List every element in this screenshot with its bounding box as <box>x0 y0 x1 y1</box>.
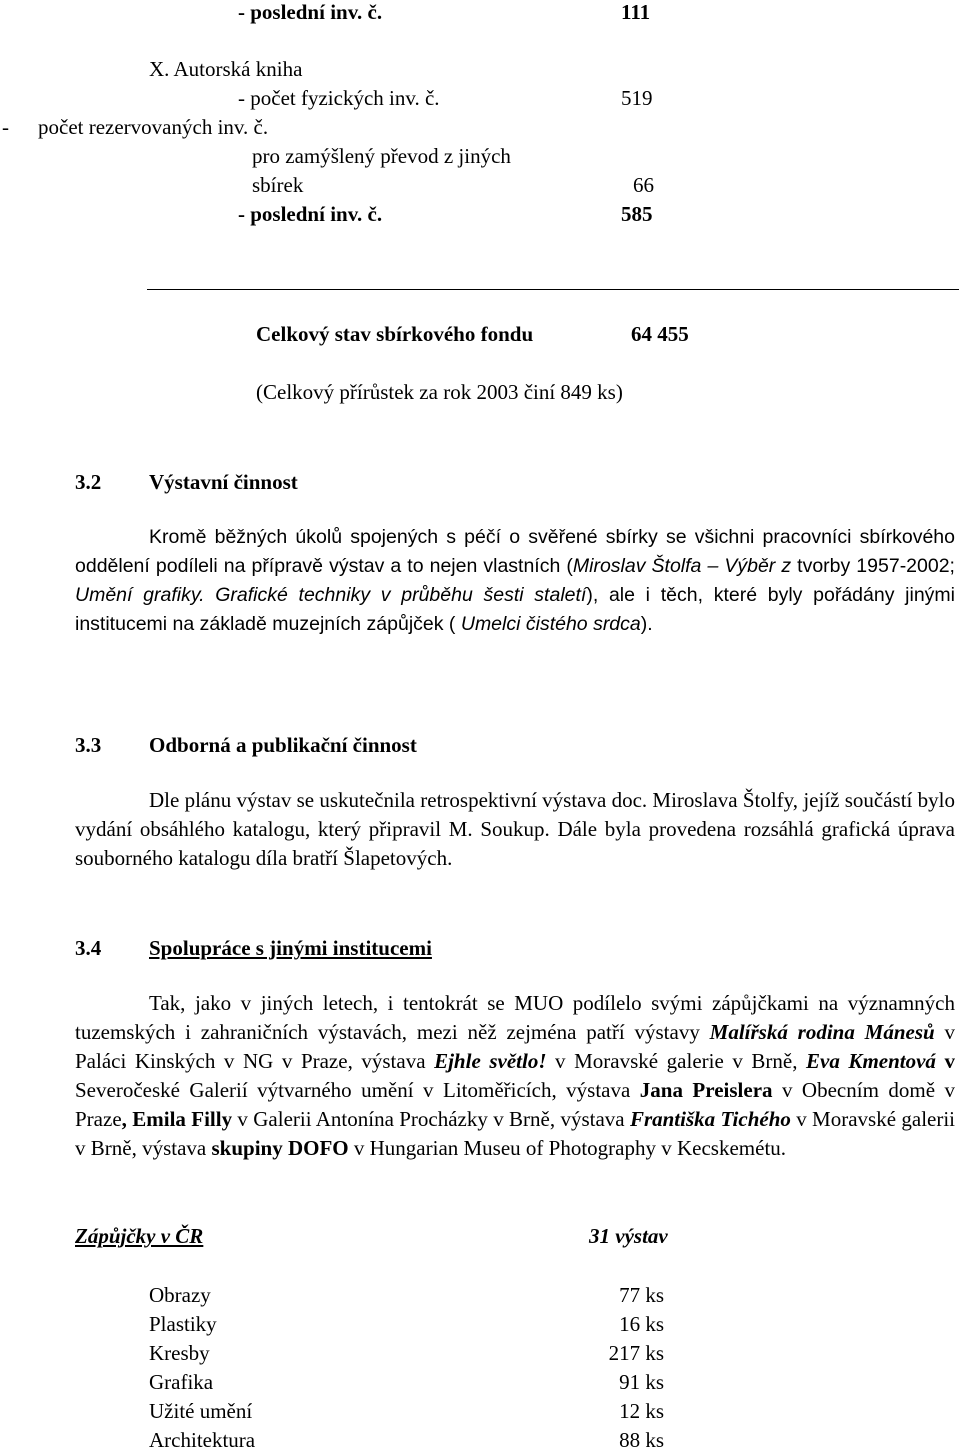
section-3-3-number: 3.3 <box>75 733 102 757</box>
transfer-value: 66 <box>633 173 654 197</box>
last-inv-value-top: 111 <box>621 0 651 24</box>
last-inv-label: - poslední inv. č. <box>238 202 383 226</box>
section-3-2-number: 3.2 <box>75 470 102 494</box>
section-3-3-paragraph: Dle plánu výstav se uskutečnila retrospektivní výstava doc. Miroslava Štolfy, jejíž součástí bylo vydání obsáhlého katalogu, který připravil M. Soukup. Dále byla provedena rozsáhlá grafická úprava souborného katalogu díla bratří Šlapetových. <box>75 788 955 870</box>
section-3-3-title: Odborná a publikační činnost <box>149 733 417 757</box>
reserved-inv-label: počet rezervovaných inv. č. <box>38 115 269 139</box>
last-inv-label-top: - poslední inv. č. <box>238 0 383 24</box>
loan-item-label: Plastiky <box>149 1312 217 1336</box>
transfer-label-line2: sbírek <box>252 173 304 197</box>
section-3-2-title: Výstavní činnost <box>149 470 298 494</box>
section-3-4-paragraph: Tak, jako v jiných letech, i tentokrát se MUO podílelo svými zápůjčkami na významných tuzemských i zahraničních výstavách, mezi něž zejména patří výstavy Malířská rodina Mánesů v Paláci Kinských v NG v Praze, výstava Ejhle světlo! v Moravské galerie v Brně, Eva Kmentová v Severočeské Galerií výtvarného umění v Litoměřicích, výstava Jana Preislera v Obecním domě v Praze, Emila Filly v Galerii Antonína Procházky v Brně, výstava Františka Tichého v Moravské galerii v Brně, výstava skupiny DOFO v Hungarian Museu of Photography v Kecskemétu. <box>75 991 956 1160</box>
total-value: 64 455 <box>631 322 689 346</box>
physical-inv-value: 519 <box>621 86 653 110</box>
loan-item-label: Užité umění <box>149 1399 253 1423</box>
last-inv-value: 585 <box>621 202 653 226</box>
loans-heading: Zápůjčky v ČR <box>75 1224 204 1248</box>
loan-item-label: Kresby <box>149 1341 210 1365</box>
loan-item-label: Grafika <box>149 1370 214 1394</box>
loan-item-value: 16 ks <box>619 1312 664 1336</box>
loan-item-value: 88 ks <box>619 1428 664 1452</box>
reserved-dash: - <box>2 115 9 139</box>
loans-count: 31 výstav <box>589 1224 668 1248</box>
section-x-title: X. Autorská kniha <box>149 57 303 81</box>
section-3-4-number: 3.4 <box>75 936 102 960</box>
loan-item-label: Architektura <box>149 1428 256 1452</box>
loan-item-label: Obrazy <box>149 1283 211 1307</box>
loan-item-value: 12 ks <box>619 1399 664 1423</box>
loan-item-value: 217 ks <box>608 1341 664 1365</box>
transfer-label-line1: pro zamýšlený převod z jiných <box>252 144 511 168</box>
increment-note: (Celkový přírůstek za rok 2003 činí 849 ks) <box>256 380 623 404</box>
physical-inv-label: - počet fyzických inv. č. <box>238 86 440 110</box>
divider-line <box>147 289 959 290</box>
section-3-2-paragraph: Kromě běžných úkolů spojených s péčí o svěřené sbírky se všichni pracovníci sbírkového oddělení podíleli na přípravě výstav a to nejen vlastních (Miroslav Štolfa – Výběr z tvorby 1957-2002; Umění grafiky. Grafické techniky v průběhu šesti staletí), ale i těch, které byly pořádány jinými institucemi na základě muzejních zápůjček ( Umelci čistého srdca). <box>75 526 955 635</box>
loan-item-value: 91 ks <box>619 1370 664 1394</box>
section-3-4-title: Spolupráce s jinými institucemi <box>149 936 432 960</box>
total-label: Celkový stav sbírkového fondu <box>256 322 534 346</box>
loan-item-value: 77 ks <box>619 1283 664 1307</box>
